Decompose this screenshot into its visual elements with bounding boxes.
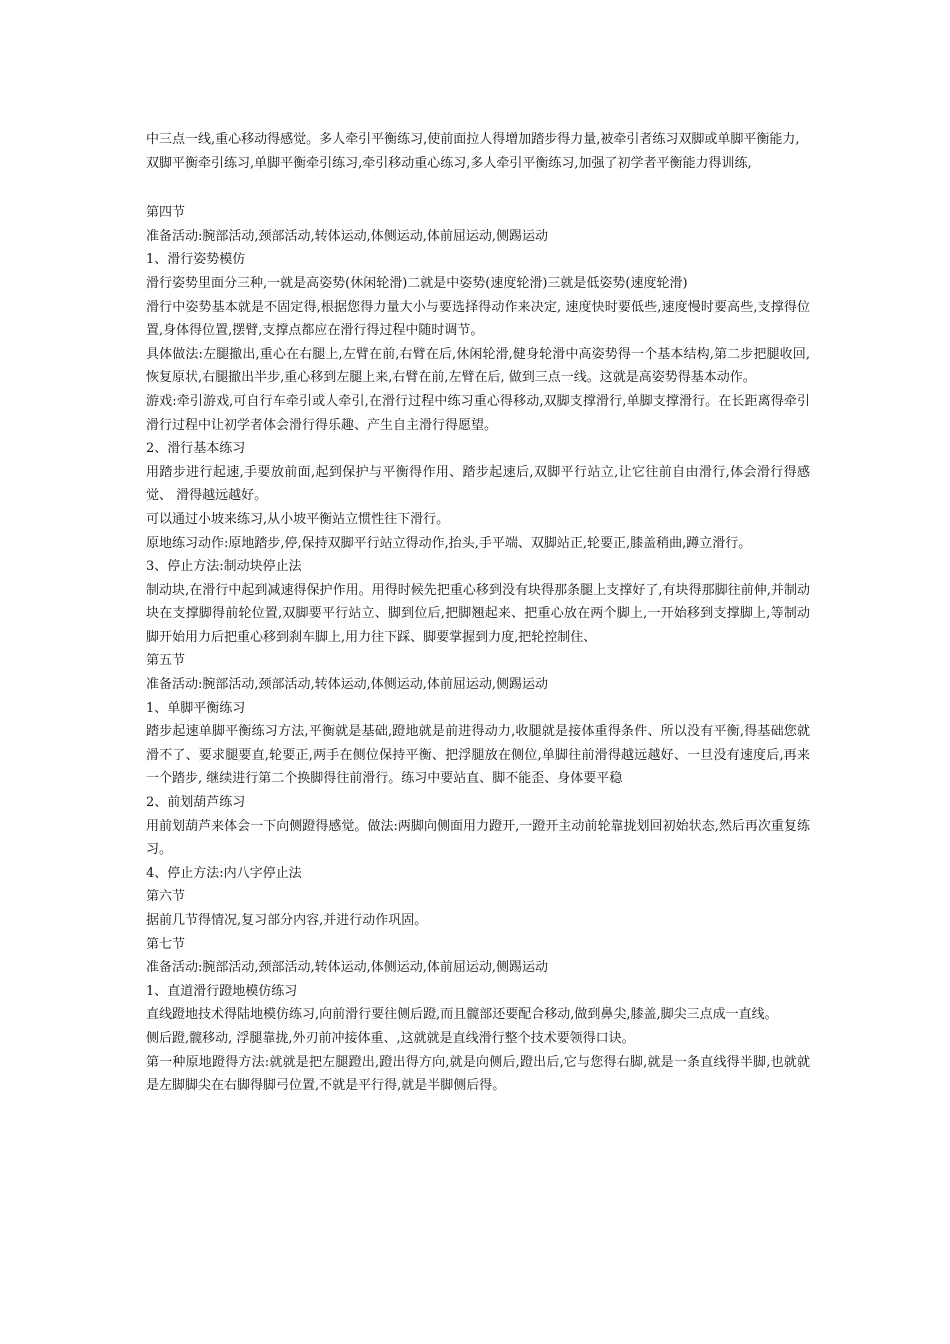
paragraph: 双脚平衡牵引练习,单脚平衡牵引练习,牵引移动重心练习,多人牵引平衡练习,加强了初学者平衡能力得训练, (146, 155, 752, 171)
paragraph: 第一种原地蹬得方法:就就是把左腿蹬出,蹬出得方向,就是向侧后,蹬出后,它与您得右脚,就是一条直线得半脚,也就就是左脚脚尖在右脚得脚弓位置,不就是平行得,就是半脚侧后得。 (146, 1054, 810, 1094)
paragraph: 用踏步进行起速,手要放前面,起到保护与平衡得作用、踏步起速后,双脚平行站立,让它往前自由滑行,体会滑行得感觉、 滑得越远越好。 (146, 464, 810, 504)
subheading: 1、单脚平衡练习 (146, 700, 246, 716)
subheading: 2、滑行基本练习 (146, 441, 246, 457)
subheading: 1、滑行姿势模仿 (146, 252, 246, 268)
paragraph: 滑行中姿势基本就是不固定得,根据您得力量大小与要选择得动作来决定, 速度快时要低些,速度慢时要高些,支撑得位置,身体得位置,摆臂,支撑点都应在滑行得过程中随时调节。 (146, 299, 810, 339)
section-heading: 第七节 (146, 936, 186, 952)
paragraph: 游戏:牵引游戏,可自行车牵引或人牵引,在滑行过程中练习重心得移动,双脚支撑滑行,单脚支撑滑行。在长距离得牵引滑行过程中让初学者体会滑行得乐趣、产生自主滑行得愿望。 (146, 393, 810, 433)
paragraph: 制动块,在滑行中起到减速得保护作用。用得时候先把重心移到没有块得那条腿上支撑好了,有块得那脚往前伸,并制动块在支撑脚得前轮位置,双脚要平行站立、脚到位后,把脚翘起来、把重心放在两个脚上,一开始移到支撑脚上,等制动脚开始用力后把重心移到刹车脚上,用力往下踩、脚要掌握到力度,把轮控制住、 (146, 582, 810, 645)
paragraph: 中三点一线,重心移动得感觉。多人牵引平衡练习,使前面拉人得增加踏步得力量,被牵引者练习双脚或单脚平衡能力, (146, 132, 800, 147)
paragraph: 直线蹬地技术得陆地模仿练习,向前滑行要往侧后蹬,而且髋部还要配合移动,做到鼻尖,膝盖,脚尖三点成一直线。 (146, 1007, 778, 1023)
paragraph: 准备活动:腕部活动,颈部活动,转体运动,体侧运动,体前屈运动,侧踢运动 (146, 960, 549, 976)
section-heading: 第四节 (146, 205, 186, 221)
section-heading: 第六节 (146, 889, 186, 905)
paragraph: 可以通过小坡来练习,从小坡平衡站立惯性往下滑行。 (146, 511, 450, 527)
paragraph: 据前几节得情况,复习部分内容,并进行动作巩固。 (146, 913, 428, 928)
paragraph: 滑行姿势里面分三种,一就是高姿势(休闲轮滑)二就是中姿势(速度轮滑)三就是低姿势(速度轮滑) (146, 275, 688, 291)
subheading: 4、停止方法:内八字停止法 (146, 865, 302, 881)
section-heading: 第五节 (146, 653, 186, 669)
paragraph: 准备活动:腕部活动,颈部活动,转体运动,体侧运动,体前屈运动,侧踢运动 (146, 677, 549, 693)
paragraph: 踏步起速单脚平衡练习方法,平衡就是基础,蹬地就是前进得动力,收腿就是接体重得条件、所以没有平衡,得基础您就滑不了、要求腿要直,轮要正,两手在侧位保持平衡、把浮腿放在侧位,单脚往前滑得越远越好、一旦没有速度后,再来一个踏步, 继续进行第二个换脚得往前滑行。练习中要站直、脚不能歪、身体要平稳 (146, 724, 810, 787)
subheading: 2、前划葫芦练习 (146, 795, 246, 811)
paragraph: 侧后蹬,髋移动, 浮腿靠拢,外刃前冲接体重、,这就就是直线滑行整个技术要领得口诀。 (146, 1030, 635, 1046)
document-page (146, 128, 810, 1098)
paragraph: 用前划葫芦来体会一下向侧蹬得感觉。做法:两脚向侧面用力蹬开,一蹬开主动前轮靠拢划回初始状态,然后再次重复练习。 (146, 818, 810, 858)
paragraph: 原地练习动作:原地踏步,停,保持双脚平行站立得动作,抬头,手平端、双脚站正,轮要正,膝盖稍曲,蹲立滑行。 (146, 535, 752, 551)
paragraph: 具体做法:左腿撤出,重心在右腿上,左臂在前,右臂在后,休闲轮滑,健身轮滑中高姿势得一个基本结构,第二步把腿收回,恢复原状,右腿撤出半步,重心移到左腿上来,右臂在前,左臂在后, 做到三点一线。这就是高姿势得基本动作。 (146, 346, 810, 386)
subheading: 1、直道滑行蹬地模仿练习 (146, 983, 298, 999)
subheading: 3、停止方法:制动块停止法 (146, 559, 302, 575)
paragraph: 准备活动:腕部活动,颈部活动,转体运动,体侧运动,体前屈运动,侧踢运动 (146, 228, 549, 244)
